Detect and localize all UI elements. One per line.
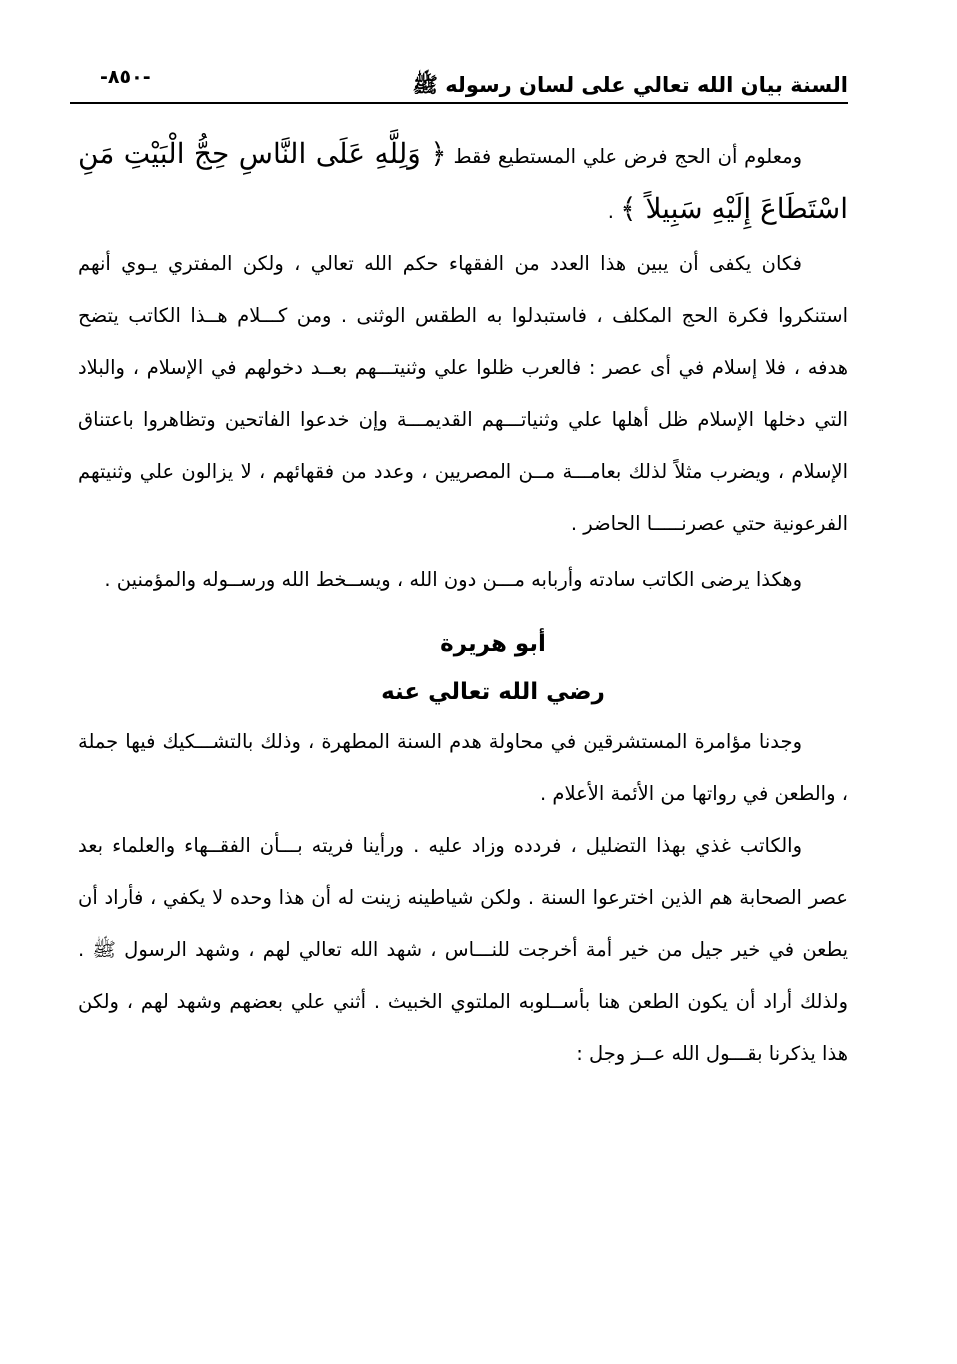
section-subheading: رضي الله تعالي عنه [381, 679, 605, 705]
page-number: -٨٥٠- [100, 66, 151, 88]
paragraph-companions: والكاتب غذي بهذا التضليل ، فردده وزاد عليه . ورأينا فريته بـــأن الفقــهاء والعلماء بعد عصر الصحابة هم الذين اخترعوا السنة . ولكن شياطينه زينت له أن هذا وحده لا يكفي ، فأراد أن يطعن في خير جيل من خير أمة أخرجت للنـــاس ، شهد الله تعالي لهم ، وشهد الرسول ﷺ . ولذلك أراد أن يكون الطعن هنا بأســلوبه الملتوي الخبيث . أثني علي بعضهم وشهد لهم ، ولكن هذا يذكرنا بقـــول الله عــز وجل : [78, 834, 848, 1065]
section-heading-abu-hurayrah: أبو هريرة [440, 631, 546, 657]
paragraph-hajj [78, 128, 848, 238]
running-title: السنة بيان الله تعالي على لسان رسوله ﷺ [412, 73, 848, 97]
paragraph-hajj-text: ومعلوم أن الحج فرض علي المستطيع فقط [453, 145, 803, 168]
paragraph-hajj-end: . [607, 200, 621, 223]
paragraph-writer-pleases: وهكذا يرضى الكاتب سادته وأربابه مـــن دون الله ، ويســخط الله ورســوله والمؤمنين . [104, 568, 802, 591]
page-header [70, 58, 848, 104]
paragraph-orientalists: وجدنا مؤامرة المستشرقين في محاولة هدم السنة المطهرة ، وذلك بالتشـــكيك فيها جملة ، والطعن في رواتها من الأئمة الأعلام . [78, 730, 848, 805]
quran-verse: ﴿ وَلِلَّهِ عَلَى النَّاسِ حِجُّ الْبَيْتِ مَنِ اسْتَطَاعَ إِلَيْهِ سَبِيلاً ﴾ [78, 137, 848, 225]
page-body [78, 128, 848, 1080]
paragraph-writer-claim: فكان يكفى أن يبين هذا العدد من الفقهاء حكم الله تعالي ، ولكن المفتري يـوي أنهم استنكروا فكرة الحج المكلف ، فاستبدلوا به الطقس الوثنى . ومن كـــلام هــذا الكاتب يتضح هدفه ، فلا إسلام في أى عصر : فالعرب ظلوا علي وثنيتـــهم بعــد دخولهم في الإسلام ، والبلاد التي دخلها الإسلام ظل أهلها علي وثنياتـــهم القديمـــة وإن خدعوا الفاتحين وتظاهروا باعتناق الإسلام ، ويضرب مثلاً لذلك بعامـــة مــن المصريين ، وعدد من فقهائهم ، لا يزالون علي وثنيتهم الفرعونية حتي عصرنـــــا الحاضر . [78, 252, 848, 535]
